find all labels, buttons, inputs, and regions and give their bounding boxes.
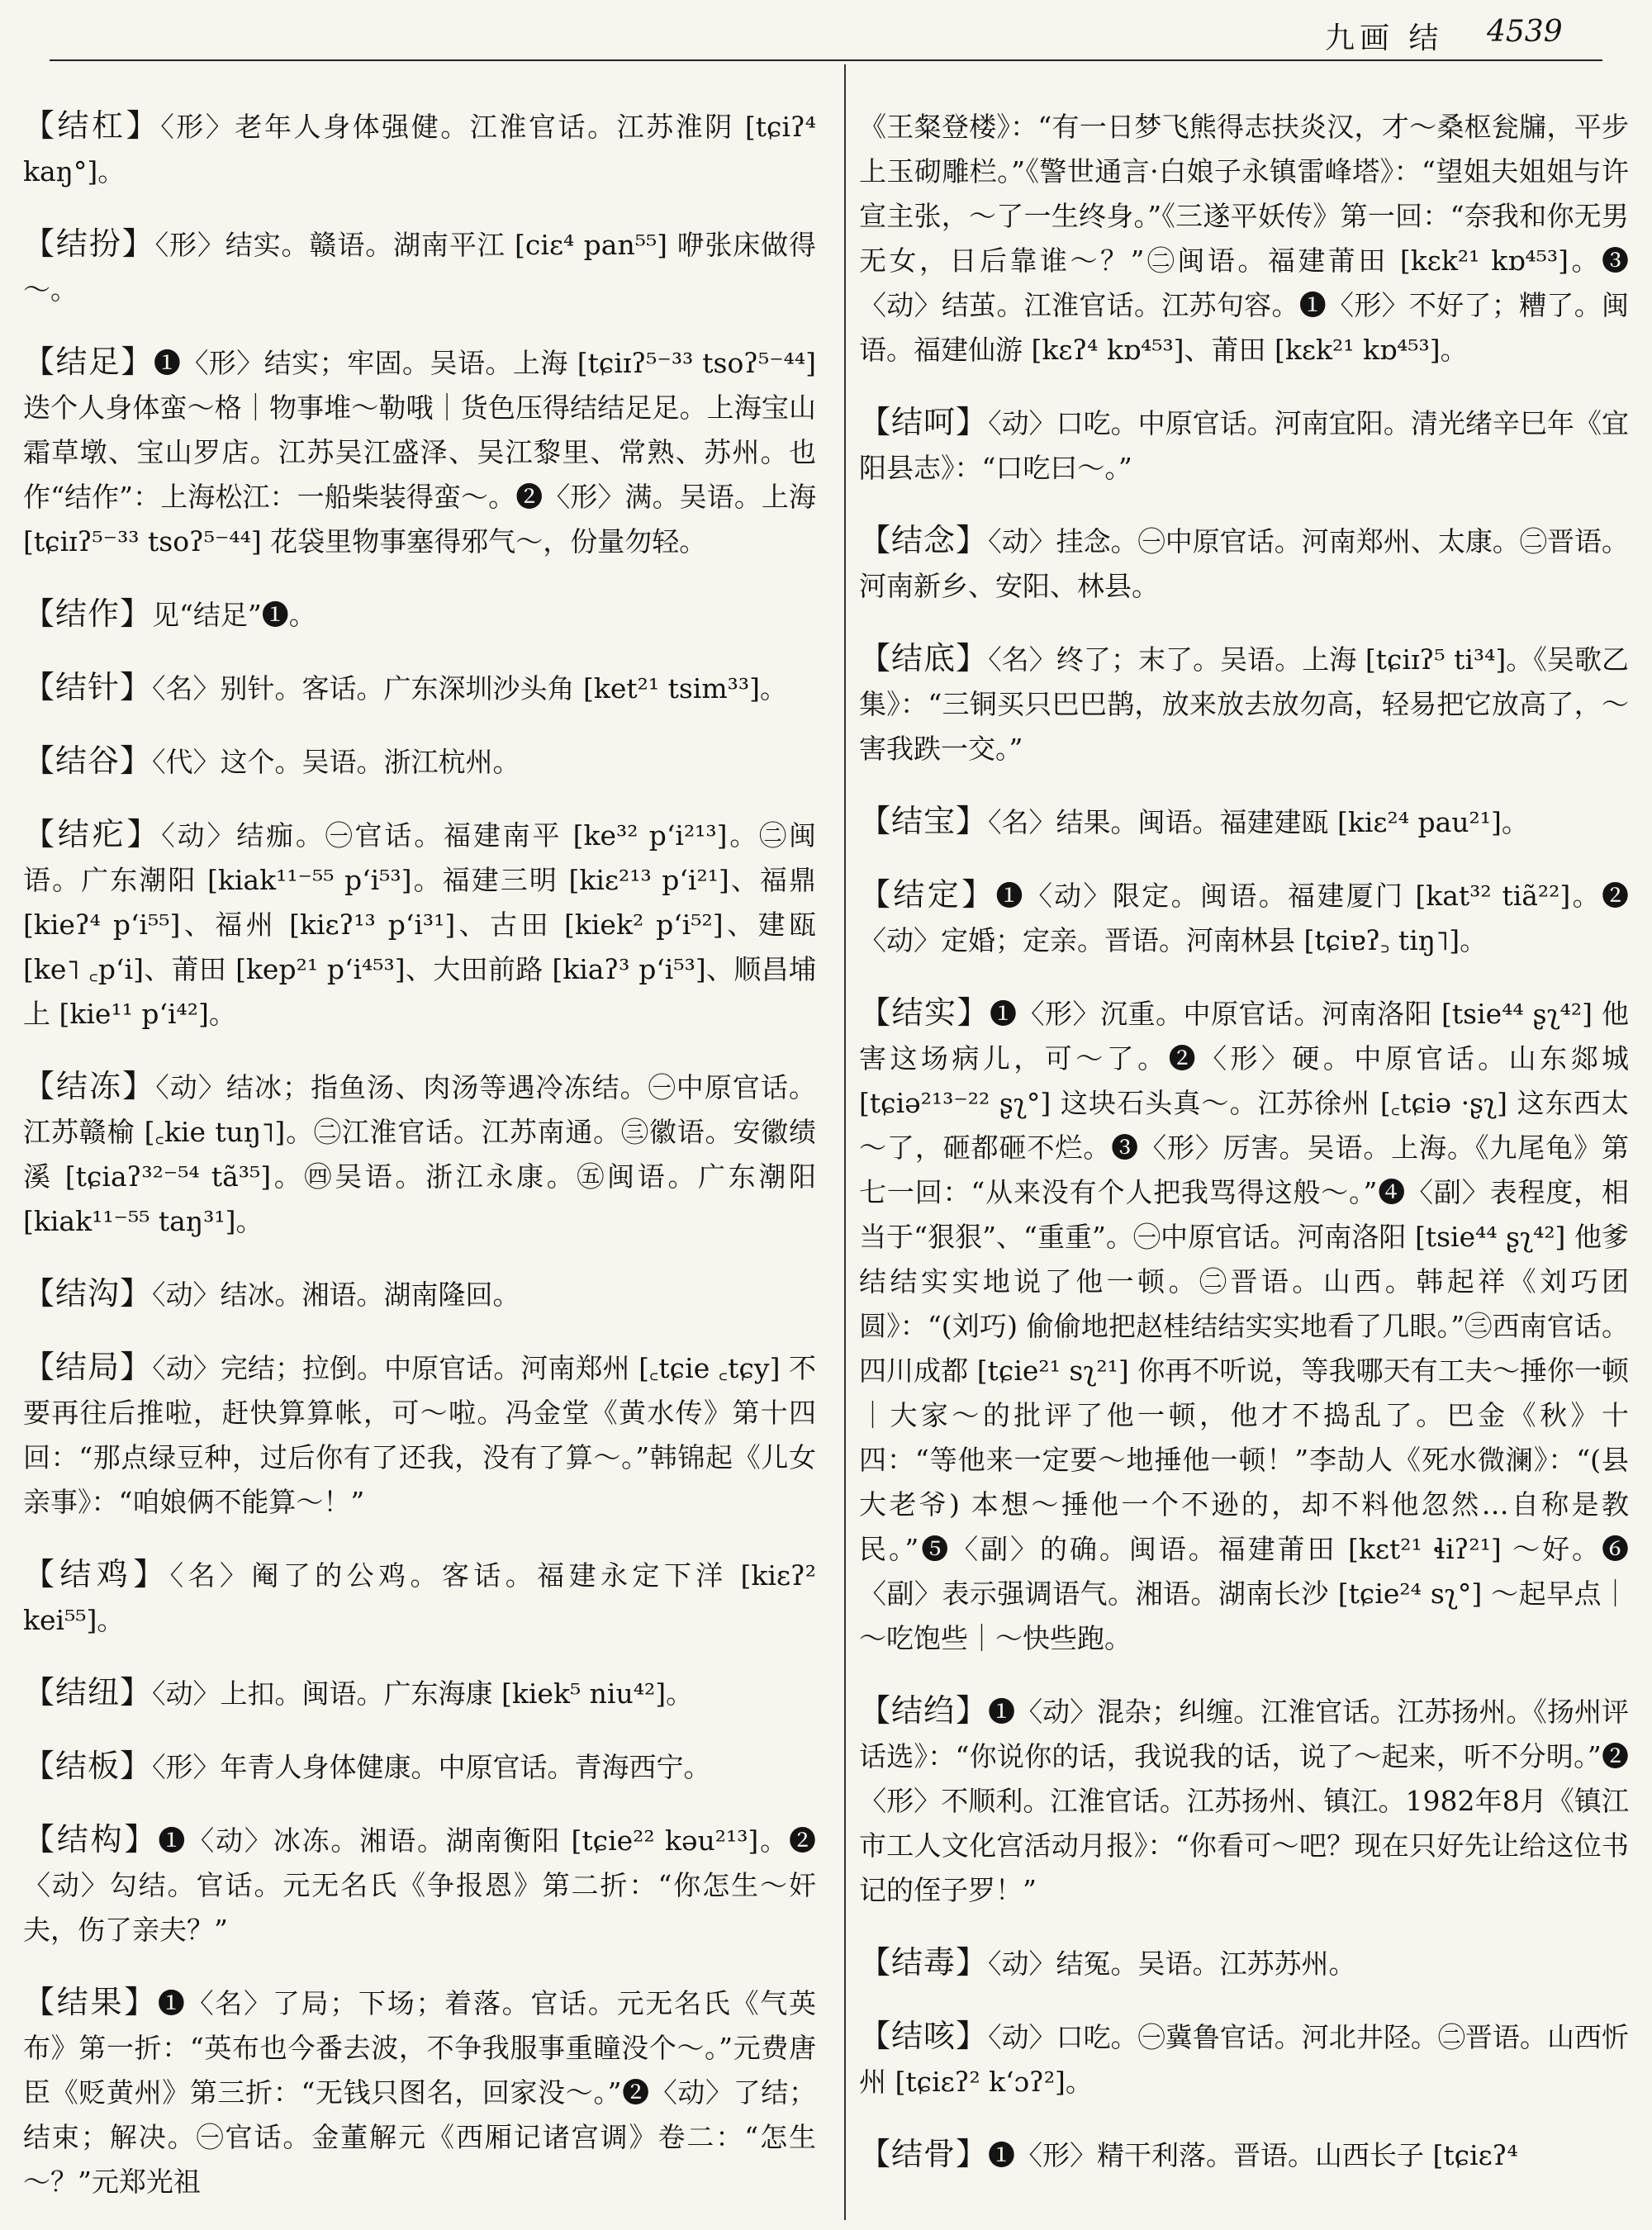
entry: [859, 990, 1629, 1661]
entry: [23, 665, 816, 711]
entry: [23, 812, 816, 1037]
entry: [23, 221, 816, 312]
left-column: [23, 76, 816, 2216]
entry: [859, 2132, 1629, 2178]
entry-body: 〈动〉口吃。中原官话。河南宜阳。清光绪辛巳年《宜阳县志》：“口吃曰～。”: [859, 407, 1629, 484]
entry-body: 〈动〉结冰；指鱼汤、肉汤等遇冷冻结。㊀中原官话。江苏赣榆 [꜀kie tuŋ˥]。㊁江淮官话。江苏南通。㊂徽语。安徽绩溪 [tɕiaʔ³²⁻⁵⁴ tã³⁵]。㊃吴语。浙江永康。㊄闽语。广东潮阳 [kiak¹¹⁻⁵⁵ taŋ³¹]。: [23, 1071, 816, 1237]
entry-headword: 【结疕】: [23, 816, 162, 852]
entry: [859, 636, 1629, 771]
entry: [859, 400, 1629, 491]
entry: [23, 1670, 816, 1716]
entry-body: 〈动〉结冰。湘语。湖南隆回。: [152, 1279, 520, 1311]
entry: [859, 1688, 1629, 1913]
entry-body: ❶〈名〉了局；下场；着落。官话。元无名氏《气英布》第一折：“英布也今番去波，不争我服事重瞳没个～。”元费唐臣《贬黄州》第三折：“无钱只图名，回家没～。”❷〈动〉了结；结束；解决。㊀官话。金董解元《西厢记诸宫调》卷二：“怎生～？”元郑光祖: [23, 1987, 816, 2198]
entry-continuation: [859, 103, 1629, 372]
entry-headword: 【结宝】: [859, 803, 989, 839]
entry-body: 〈名〉别针。客话。广东深圳沙头角 [ket²¹ tsim³³]。: [152, 672, 787, 705]
entry-headword: 【结果】: [23, 1984, 158, 2020]
entry-headword: 【结毒】: [859, 1944, 989, 1981]
entry-body: 〈名〉终了；末了。吴语。上海 [tɕiɪʔ⁵ ti³⁴]。《吴歌乙集》：“三铜买只巴巴鹊，放来放去放勿高，轻易把它放高了，～害我跌一交。”: [859, 643, 1629, 765]
entry: [23, 1980, 816, 2204]
entry: [23, 738, 816, 785]
entry-body: 〈动〉结痂。㊀官话。福建南平 [ke³² p‘i²¹³]。㊁闽语。广东潮阳 [kiak¹¹⁻⁵⁵ p‘i⁵³]。福建三明 [kiɛ²¹³ p‘i²¹]、福鼎 [kieʔ⁴ p‘i⁵⁵]、福州 [kiɛʔ¹³ p‘i³¹]、古田 [kiek² p‘i⁵²]、建瓯 [ke˥ ꜀p‘i]、莆田 [kep²¹ p‘i⁴⁵³]、大田前路 [kiaʔ³ p‘i⁵³]、顺昌埔上 [kie¹¹ p‘i⁴²]。: [23, 819, 816, 1030]
entry-body: 〈动〉完结；拉倒。中原官话。河南郑州 [꜀tɕie ꜀tɕy] 不要再往后推啦，赶快算算帐，可～啦。冯金堂《黄水传》第十四回：“那点绿豆种，过后你有了还我，没有了算～。”韩锦起《儿女亲事》：“咱娘俩不能算～！”: [23, 1352, 816, 1518]
entry-body: ❶〈动〉冰冻。湘语。湖南衡阳 [tɕie²² kəu²¹³]。❷〈动〉勾结。官话。元无名氏《争报恩》第二折：“你怎生～奸夫，伤了亲夫？”: [23, 1824, 816, 1946]
entry: [859, 799, 1629, 845]
entry-headword: 【结冻】: [23, 1068, 156, 1104]
entry: [23, 339, 816, 564]
entry-headword: 【结底】: [859, 640, 989, 676]
entry: [23, 1552, 816, 1643]
page-number: 4539: [1487, 15, 1563, 49]
entry-body: 〈代〉这个。吴语。浙江杭州。: [152, 746, 520, 778]
entry-body: 〈动〉挂念。㊀中原官话。河南郑州、太康。㊁晋语。河南新乡、安阳、林县。: [859, 525, 1629, 602]
entry-body: 见“结足”❶。: [152, 599, 316, 631]
entry-headword: 【结绉】: [859, 1692, 989, 1729]
entry-body: 〈动〉口吃。㊀冀鲁官话。河北井陉。㊁晋语。山西忻州 [tɕiɛʔ² k‘ɔʔ²]。: [859, 2021, 1629, 2098]
right-column: [859, 76, 1629, 2190]
entry-headword: 【结局】: [23, 1349, 153, 1385]
entry-headword: 【结扮】: [23, 225, 155, 262]
entry-headword: 【结谷】: [23, 743, 153, 779]
entry-headword: 【结足】: [23, 344, 154, 380]
entry: [23, 591, 816, 638]
header-rule: [50, 59, 1602, 61]
entry-headword: 【结实】: [859, 994, 990, 1031]
entry-body: 〈动〉上扣。闽语。广东海康 [kiek⁵ niu⁴²]。: [152, 1677, 694, 1710]
entry-body: 〈名〉阉了的公鸡。客话。福建永定下洋 [kiɛʔ² kei⁵⁵]。: [23, 1559, 816, 1636]
entry-headword: 【结构】: [23, 1821, 159, 1858]
entry: [23, 1744, 816, 1790]
entry: [23, 1817, 816, 1952]
entry-headword: 【结定】: [859, 876, 996, 913]
entry-body: 〈名〉结果。闽语。福建建瓯 [kiɛ²⁴ pau²¹]。: [988, 806, 1529, 838]
entry-body: ❶〈形〉精干利落。晋语。山西长子 [tɕiɛʔ⁴: [988, 2139, 1518, 2171]
section-label: 九画 结: [1325, 21, 1444, 55]
entry: [23, 1064, 816, 1244]
entry-body: 《王粲登楼》：“有一日梦飞熊得志扶炎汉，才～桑枢瓮牖，平步上玉砌雕栏。”《警世通言·白娘子永镇雷峰塔》：“望姐夫姐姐与许宣主张，～了一生终身。”《三遂平妖传》第一回：“奈我和你无男无女，日后靠谁～？”㊁闽语。福建莆田 [kɛk²¹ kɒ⁴⁵³]。❸〈动〉结茧。江淮官话。江苏句容。❶〈形〉不好了；糟了。闽语。福建仙游 [kɛʔ⁴ kɒ⁴⁵³]、莆田 [kɛk²¹ kɒ⁴⁵³]。: [859, 111, 1629, 366]
entry-body: ❶〈形〉结实；牢固。吴语。上海 [tɕiɪʔ⁵⁻³³ tsoʔ⁵⁻⁴⁴] 迭个人身体蛮～格｜物事堆～勒哦｜货色压得结结足足。上海宝山霜草墩、宝山罗店。江苏吴江盛泽、吴江黎里、常熟、苏州。也作“结作”：上海松江：一船柴装得蛮～。❷〈形〉满。吴语。上海 [tɕiɪʔ⁵⁻³³ tsoʔ⁵⁻⁴⁴] 花袋里物事塞得邪气～，份量勿轻。: [23, 347, 816, 558]
entry-body: ❶〈动〉限定。闽语。福建厦门 [kat³² tiã²²]。❷〈动〉定婚；定亲。晋语。河南林县 [tɕiɐʔ꜆ tiŋ˥]。: [859, 880, 1629, 956]
page-header: [0, 0, 1652, 61]
entry-headword: 【结咳】: [859, 2018, 989, 2054]
entry: [859, 1940, 1629, 1986]
entry-body: ❶〈形〉沉重。中原官话。河南洛阳 [tsie⁴⁴ ʂʅ⁴²] 他害这场病儿，可～了。❷〈形〉硬。中原官话。山东郯城 [tɕiə²¹³⁻²² ʂʅ°] 这块石头真～。江苏徐州 [꜀tɕiə ·ʂʅ] 这东西太～了，砸都砸不烂。❸〈形〉厉害。吴语。上海。《九尾龟》第七一回：“从来没有个人把我骂得这般～。”❹〈副〉表程度，相当于“狠狠”、“重重”。㊀中原官话。河南洛阳 [tsie⁴⁴ ʂʅ⁴²] 他爹结结实实地说了他一顿。㊁晋语。山西。韩起祥《刘巧团圆》：“(刘巧) 偷偷地把赵桂结结实实地看了几眼。”㊂西南官话。四川成都 [tɕie²¹ sʅ²¹] 你再不听说，等我哪天有工夫～捶你一顿｜大家～的批评了他一顿，他才不捣乱了。巴金《秋》十四：“等他来一定要～地捶他一顿！”李劼人《死水微澜》：“(县大老爷) 本想～捶他一个不逊的，却不料他忽然…自称是教民。”❺〈副〉的确。闽语。福建莆田 [kɛt²¹ ɬiʔ²¹] ～好。❻〈副〉表示强调语气。湘语。湖南长沙 [tɕie²⁴ sʅ°] ～起早点｜～吃饱些｜～快些跑。: [859, 998, 1629, 1654]
entry-body: ❶〈动〉混杂；纠缠。江淮官话。江苏扬州。《扬州评话选》：“你说你的话，我说我的话，说了～起来，听不分明。”❷〈形〉不顺利。江淮官话。江苏扬州、镇江。1982年8月《镇江市工人文化宫活动月报》：“你看可～吧？现在只好先让给这位书记的侄子罗！”: [859, 1696, 1629, 1906]
entry: [23, 1345, 816, 1525]
entry-body: 〈动〉结冤。吴语。江苏苏州。: [988, 1948, 1356, 1980]
entry: [859, 872, 1629, 963]
entry: [23, 103, 816, 194]
entry: [859, 2014, 1629, 2104]
entry-headword: 【结念】: [859, 522, 989, 558]
entry-headword: 【结呵】: [859, 404, 989, 440]
entry-headword: 【结作】: [23, 595, 153, 632]
entry: [859, 518, 1629, 609]
entry: [23, 1271, 816, 1317]
entry-headword: 【结杠】: [23, 107, 161, 144]
entry-body: 〈形〉老年人身体强健。江淮官话。江苏淮阴 [tɕiʔ⁴ kaŋ°]。: [23, 111, 816, 187]
entry-headword: 【结纽】: [23, 1674, 153, 1710]
column-divider: [844, 64, 846, 2220]
entry-body: 〈形〉年青人身体健康。中原官话。青海西宁。: [152, 1751, 711, 1783]
entry-body: 〈形〉结实。赣语。湖南平江 [ciɛ⁴ pan⁵⁵] 咿张床做得～。: [23, 229, 816, 306]
entry-headword: 【结骨】: [859, 2136, 989, 2172]
entry-headword: 【结针】: [23, 669, 153, 705]
entry-headword: 【结沟】: [23, 1275, 153, 1312]
entry-headword: 【结板】: [23, 1748, 153, 1784]
entry-headword: 【结鸡】: [23, 1556, 170, 1592]
